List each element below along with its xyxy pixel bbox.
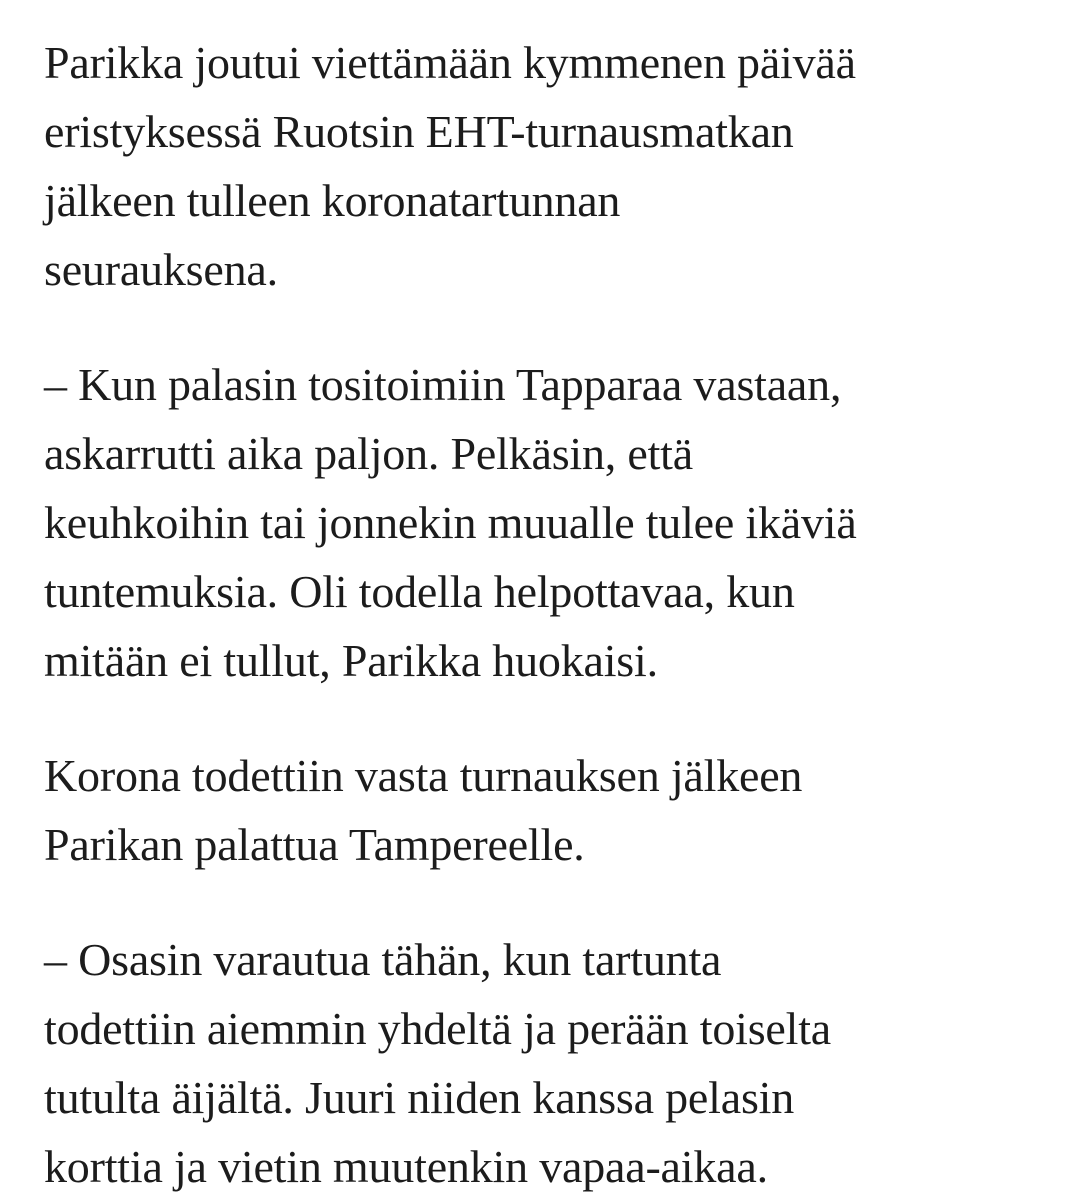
- paragraph-line: – Kun palasin tositoimiin Tapparaa vastaan,: [44, 359, 842, 410]
- article-paragraph: [44, 28, 1036, 304]
- paragraph-line: tutulta äijältä. Juuri niiden kanssa pelasin: [44, 1072, 795, 1123]
- paragraph-line: korttia ja vietin muutenkin vapaa-aikaa.: [44, 1141, 768, 1192]
- paragraph-line: askarrutti aika paljon. Pelkäsin, että: [44, 428, 693, 479]
- paragraph-line: eristyksessä Ruotsin EHT-turnausmatkan: [44, 106, 794, 157]
- paragraph-line: keuhkoihin tai jonnekin muualle tulee ikäviä: [44, 497, 857, 548]
- paragraph-line: Parikka joutui viettämään kymmenen päivää: [44, 37, 856, 88]
- paragraph-line: seurauksena.: [44, 244, 278, 295]
- paragraph-line: mitään ei tullut, Parikka huokaisi.: [44, 635, 658, 686]
- paragraph-line: jälkeen tulleen koronatartunnan: [44, 175, 621, 226]
- paragraph-line: – Osasin varautua tähän, kun tartunta: [44, 934, 722, 985]
- paragraph-line: Korona todettiin vasta turnauksen jälkeen: [44, 750, 803, 801]
- article-paragraph: [44, 925, 1036, 1201]
- article-paragraph: [44, 741, 1036, 879]
- paragraph-line: todettiin aiemmin yhdeltä ja perään toiselta: [44, 1003, 831, 1054]
- article-paragraph: [44, 350, 1036, 695]
- paragraph-line: Parikan palattua Tampereelle.: [44, 819, 585, 870]
- paragraph-line: tuntemuksia. Oli todella helpottavaa, kun: [44, 566, 795, 617]
